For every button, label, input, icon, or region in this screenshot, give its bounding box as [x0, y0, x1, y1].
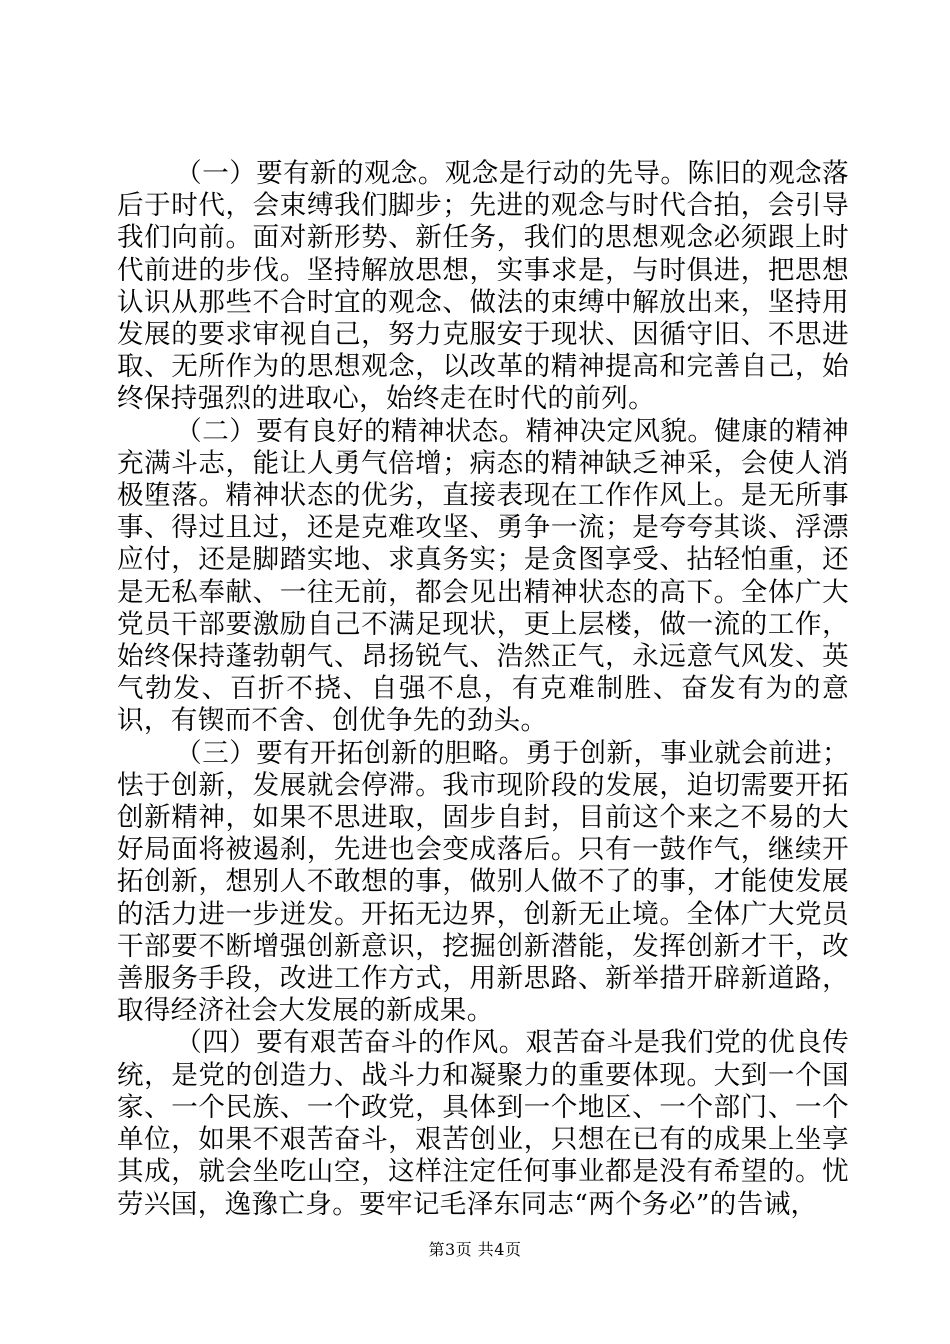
paragraph-1: （一）要有新的观念。观念是行动的先导。陈旧的观念落后于时代，会束缚我们脚步；先进的观念与时代合拍，会引导我们向前。面对新形势、新任务，我们的思想观念必须跟上时代前进的步伐。坚持解放思想，实事求是，与时俱进，把思想认识从那些不合时宜的观念、做法的束缚中解放出来，坚持用发展的要求审视自己，努力克服安于现状、因循守旧、不思进取、无所作为的思想观念，以改革的精神提高和完善自己，始终保持强烈的进取心，始终走在时代的前列。 [117, 158, 849, 415]
paragraph-4: （四）要有艰苦奋斗的作风。艰苦奋斗是我们党的优良传统，是党的创造力、战斗力和凝聚力的重要体现。大到一个国家、一个民族、一个政党，具体到一个地区、一个部门、一个单位，如果不艰苦奋斗，艰苦创业，只想在已有的成果上坐享其成，就会坐吃山空，这样注定任何事业都是没有希望的。忧劳兴国，逸豫亡身。要牢记毛泽东同志“两个务必”的告诫， [117, 1027, 849, 1220]
document-body [117, 158, 849, 1221]
page-number-footer: 第3页 共4页 [428, 1240, 522, 1259]
paragraph-3: （三）要有开拓创新的胆略。勇于创新，事业就会前进；怯于创新，发展就会停滞。我市现阶段的发展，迫切需要开拓创新精神，如果不思进取，固步自封，目前这个来之不易的大好局面将被遏刹，先进也会变成落后。只有一鼓作气，继续开拓创新，想别人不敢想的事，做别人做不了的事，才能使发展的活力进一步迸发。开拓无边界，创新无止境。全体广大党员干部要不断增强创新意识，挖掘创新潜能，发挥创新才干，改善服务手段，改进工作方式，用新思路、新举措开辟新道路，取得经济社会大发展的新成果。 [117, 737, 849, 1027]
paragraph-2: （二）要有良好的精神状态。精神决定风貌。健康的精神充满斗志，能让人勇气倍增；病态的精神缺乏神采，会使人消极堕落。精神状态的优劣，直接表现在工作作风上。是无所事事、得过且过，还是克难攻坚、勇争一流；是夸夸其谈、浮漂应付，还是脚踏实地、求真务实；是贪图享受、拈轻怕重，还是无私奉献、一往无前，都会见出精神状态的高下。全体广大党员干部要激励自己不满足现状，更上层楼，做一流的工作，始终保持蓬勃朝气、昂扬锐气、浩然正气，永远意气风发、英气勃发、百折不挠、自强不息，有克难制胜、奋发有为的意识，有锲而不舍、创优争先的劲头。 [117, 415, 849, 737]
